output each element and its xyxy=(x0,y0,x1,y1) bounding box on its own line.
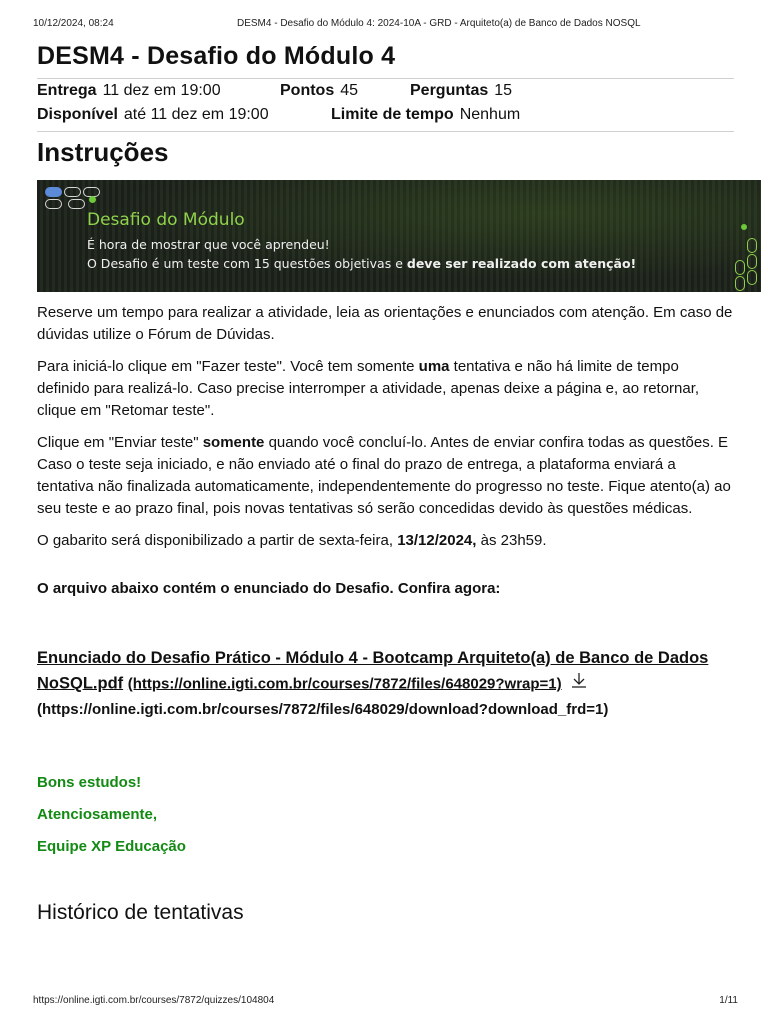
signoff-line: Atenciosamente, xyxy=(37,806,158,823)
quiz-meta xyxy=(37,79,734,127)
banner-decoration xyxy=(45,196,87,214)
instructions-body xyxy=(37,302,734,858)
meta-perguntas: Perguntas 15 xyxy=(410,82,513,99)
meta-entrega: Entrega 11 dez em 19:00 xyxy=(37,82,221,99)
banner-line-1: É hora de mostrar que você aprendeu! xyxy=(87,237,330,252)
page-number: 1/11 xyxy=(719,995,738,1006)
download-url-link[interactable]: (https://online.igti.com.br/courses/7872/files/648029/download?download_frd=1) xyxy=(37,701,609,718)
download-icon[interactable] xyxy=(570,671,588,697)
meta-limite: Limite de tempo Nenhum xyxy=(331,106,521,123)
instructions-heading: Instruções xyxy=(37,137,169,167)
paragraph: O gabarito será disponibilizado a partir de sexta-feira, 13/12/2024, às 23h59. xyxy=(37,532,547,549)
meta-pontos: Pontos 45 xyxy=(280,82,359,99)
meta-disponivel: Disponível até 11 dez em 19:00 xyxy=(37,106,269,123)
file-url-link[interactable]: (https://online.igti.com.br/courses/7872/files/648029?wrap=1) xyxy=(127,675,562,693)
divider xyxy=(37,131,734,132)
file-link[interactable]: Enunciado do Desafio Prático - Módulo 4 - Bootcamp Arquiteto(a) de Banco de Dados NoSQL.pdf xyxy=(37,649,709,693)
meta-row-1 xyxy=(37,79,734,103)
print-date: 10/12/2024, 08:24 xyxy=(33,18,114,29)
challenge-banner xyxy=(37,180,761,292)
paragraph: Para iniciá-lo clique em "Fazer teste". Você tem somente uma tentativa e não há limite de tempo definido para realizá-lo. Caso precise interromper a atividade, apenas deixe a página e, ao retornar, clique em "Retomar teste". xyxy=(37,358,700,419)
meta-row-2 xyxy=(37,103,734,127)
banner-title: Desafio do Módulo xyxy=(87,210,245,230)
paragraph: Reserve um tempo para realizar a atividade, leia as orientações e enunciados com atenção. Em caso de dúvidas utilize o Fórum de Dúvidas. xyxy=(37,304,733,343)
signoff-line: Equipe XP Educação xyxy=(37,838,186,855)
signoff xyxy=(37,772,734,858)
print-title: DESM4 - Desafio do Módulo 4: 2024-10A - GRD - Arquiteto(a) de Banco de Dados NOSQL xyxy=(237,18,641,29)
paragraph: Clique em "Enviar teste" somente quando você concluí-lo. Antes de enviar confira todas as questões. E Caso o teste seja iniciado, e não enviado até o final do prazo de entrega, a plataforma enviará a tentativa não finalizada automaticamente, independentemente do progresso no teste. Fique atento(a) ao seu teste e ao prazo final, pois novas tentativas só serão concedidas devido às questões médicas. xyxy=(37,434,731,517)
file-link-block xyxy=(37,646,734,722)
banner-chain-decoration xyxy=(735,260,745,292)
banner-line-2: O Desafio é um teste com 15 questões objetivas e deve ser realizado com atenção! xyxy=(87,256,637,271)
main-content xyxy=(37,40,734,928)
banner-dot xyxy=(741,224,747,230)
banner-dot xyxy=(89,196,96,203)
print-header xyxy=(33,18,738,32)
print-url: https://online.igti.com.br/courses/7872/quizzes/104804 xyxy=(33,995,275,1006)
page-title: DESM4 - Desafio do Módulo 4 xyxy=(37,42,396,70)
banner-chain-decoration xyxy=(747,238,757,286)
paragraph: O arquivo abaixo contém o enunciado do Desafio. Confira agora: xyxy=(37,580,501,597)
signoff-line: Bons estudos! xyxy=(37,774,142,791)
history-heading: Histórico de tentativas xyxy=(37,901,244,924)
